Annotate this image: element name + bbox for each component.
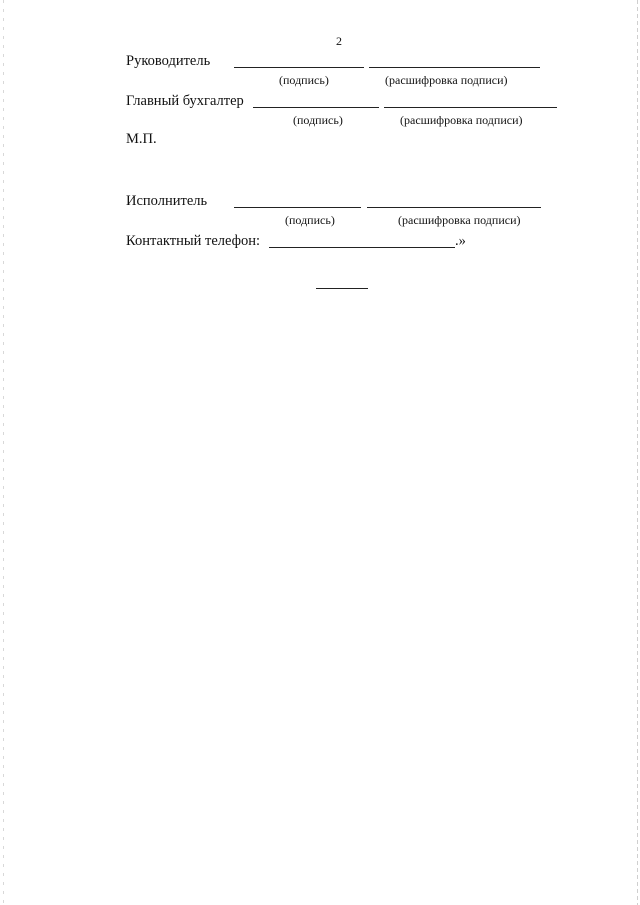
contact-phone-line bbox=[269, 247, 455, 248]
head-decode-caption: (расшифровка подписи) bbox=[385, 73, 508, 87]
chief-accountant-decode-caption: (расшифровка подписи) bbox=[400, 113, 523, 127]
contact-phone-label: Контактный телефон: bbox=[126, 233, 261, 249]
chief-accountant-decode-line bbox=[384, 107, 557, 108]
head-signature-line bbox=[234, 67, 364, 68]
head-label: Руководитель bbox=[126, 53, 211, 69]
executor-signature-line bbox=[234, 207, 361, 208]
stamp-place-label: М.П. bbox=[126, 131, 157, 147]
executor-signature-caption: (подпись) bbox=[285, 213, 335, 227]
executor-decode-caption: (расшифровка подписи) bbox=[398, 213, 521, 227]
scan-edge-left bbox=[3, 0, 4, 905]
head-signature-caption: (подпись) bbox=[279, 73, 329, 87]
scan-edge-right bbox=[637, 0, 638, 905]
chief-accountant-label: Главный бухгалтер bbox=[126, 93, 244, 109]
closing-quote: .» bbox=[455, 233, 466, 249]
head-decode-line bbox=[369, 67, 540, 68]
page-number: 2 bbox=[336, 34, 342, 48]
executor-decode-line bbox=[367, 207, 541, 208]
end-separator-line bbox=[316, 288, 368, 289]
executor-label: Исполнитель bbox=[126, 193, 208, 209]
chief-accountant-signature-line bbox=[253, 107, 379, 108]
chief-accountant-signature-caption: (подпись) bbox=[293, 113, 343, 127]
